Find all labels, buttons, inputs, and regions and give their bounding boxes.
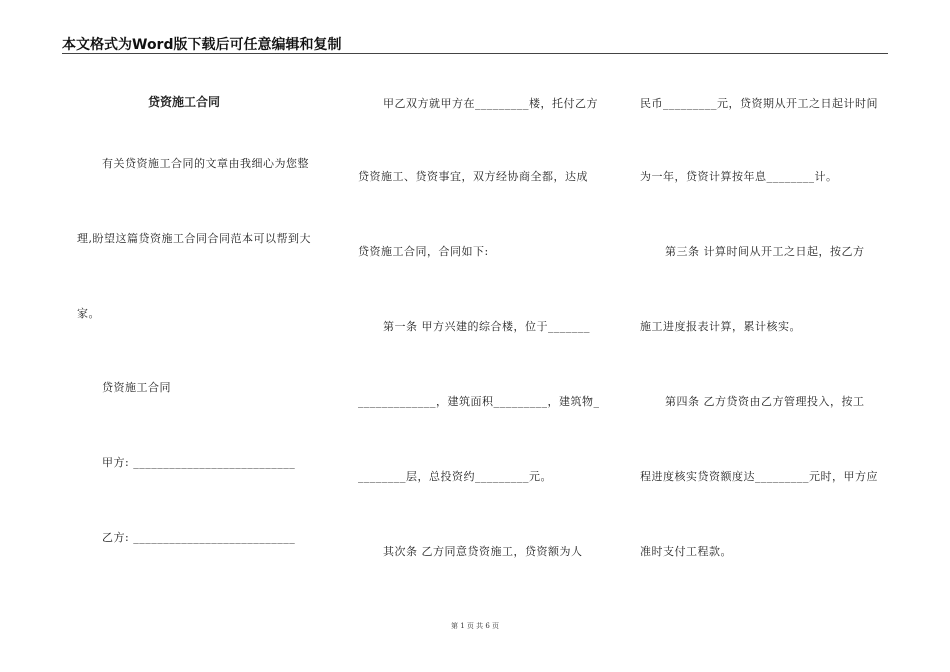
party-a-field: 甲方: ___________________________ [102,456,296,469]
page-number: 第 1 页 共 6 页 [450,622,500,630]
column2-line-6: ________层，总投资约_________元。 [358,470,552,483]
column3-line-4: 施工进度报表计算，累计核实。 [640,320,801,333]
document-header: 本文格式为Word版下载后可任意编辑和复制 [62,37,342,53]
column3-line-1: 民币_________元，贷资期从开工之日起计时间 [640,97,878,110]
article-4: 第四条 乙方贷资由乙方管理投入，按工 [665,395,865,408]
contract-subtitle: 贷资施工合同 [102,381,171,394]
column2-line-3: 贷资施工合同，合同如下: [358,245,489,258]
column3-line-2: 为一年，贷资计算按年息________计。 [640,170,838,183]
article-1: 第一条 甲方兴建的综合楼，位于_______ [383,320,590,333]
article-2: 其次条 乙方同意贷资施工，贷资额为人 [383,545,583,558]
header-divider [62,53,888,54]
column1-line-2: 理,盼望这篇贷资施工合同合同范本可以帮到大 [77,232,311,245]
column2-line-1: 甲乙双方就甲方在_________楼，托付乙方 [383,97,598,110]
column3-line-6: 程进度核实贷资额度达_________元时，甲方应 [640,470,878,483]
column2-line-5: _____________，建筑面积_________，建筑物_ [358,395,600,408]
document-title: 贷资施工合同 [148,95,221,109]
column3-line-7: 准时支付工程款。 [640,545,732,558]
party-b-field: 乙方: ___________________________ [102,531,296,544]
column2-line-2: 贷资施工、贷资事宜，双方经协商全都，达成 [358,170,588,183]
column1-line-3: 家。 [77,307,100,320]
column1-line-1: 有关贷资施工合同的文章由我细心为您整 [102,157,309,170]
article-3: 第三条 计算时间从开工之日起，按乙方 [665,245,865,258]
